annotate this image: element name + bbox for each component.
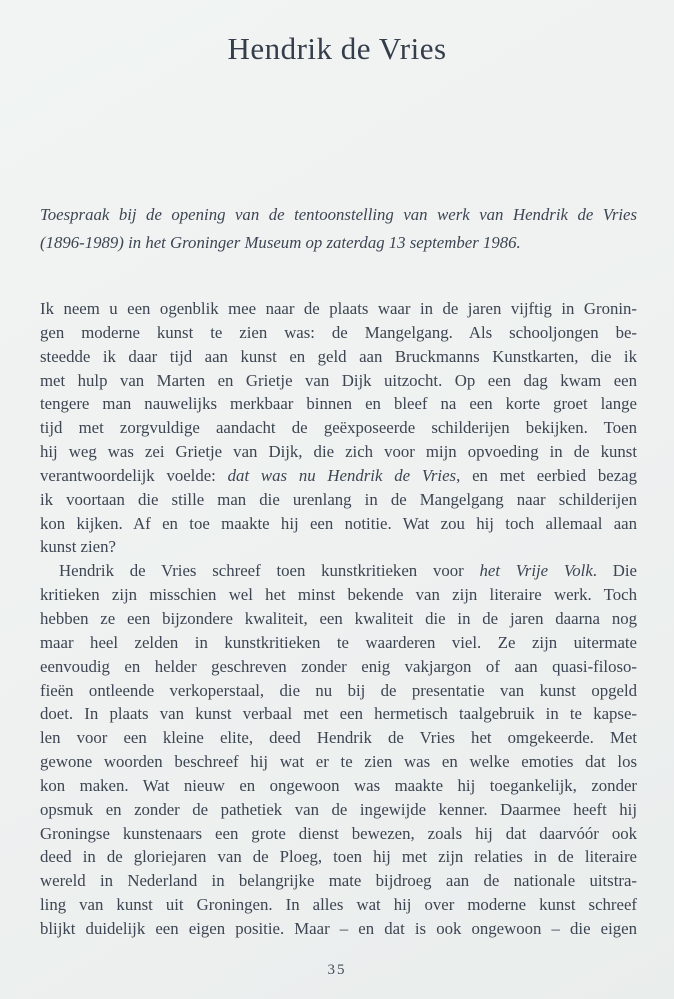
text-segment: gewone woorden beschreef hij wat er te zien was en welke emoties dat los (40, 752, 637, 772)
text-segment: hij weg was zei Grietje van Dijk, die zich voor mijn opvoeding in de kunst (40, 442, 637, 462)
text-segment: verantwoordelijk voelde: (40, 465, 228, 485)
text-line (40, 702, 637, 726)
epigraph (40, 201, 637, 257)
text-line (40, 869, 637, 893)
text-line (40, 464, 637, 488)
text-line (40, 607, 637, 631)
text-line (40, 392, 637, 416)
text-line (40, 679, 637, 703)
text-segment: steedde ik daar tijd aan kunst en geld aan Bruckmanns Kunstkarten, die ik (40, 346, 637, 366)
text-segment: . Die (592, 561, 637, 581)
text-segment: tengere man nauwelijks merkbaar binnen en bleef na een korte groet lange (40, 394, 637, 414)
text-line (40, 369, 637, 393)
page-title: Hendrik de Vries (227, 31, 447, 66)
text-line (40, 416, 637, 440)
text-line (40, 488, 637, 512)
text-line (40, 229, 637, 257)
text-segment: wereld in Nederland in belangrijke mate bijdroeg aan de nationale uitstra- (40, 871, 637, 891)
text-line (40, 345, 637, 369)
text-segment: maar heel zelden in kunstkritieken te waarderen viel. Ze zijn uitermate (40, 632, 637, 652)
italic-text-segment: het Vrije Volk (479, 561, 593, 581)
text-line (40, 774, 637, 798)
text-segment: doet. In plaats van kunst verbaal met een hermetisch taalgebruik in te kapse- (40, 704, 637, 724)
text-line (40, 297, 637, 321)
italic-text-segment: dat was nu Hendrik de Vries (227, 465, 457, 485)
text-line (40, 201, 637, 229)
text-line (40, 559, 637, 583)
text-segment: kunst zien? (40, 537, 116, 557)
text-segment: Groningse kunstenaars een grote dienst bewezen, zoals hij dat daarvóór ook (40, 823, 637, 843)
text-line (40, 535, 637, 559)
italic-text-segment: Toespraak bij de opening van de tentoonstelling van werk van Hendrik de Vries (40, 205, 637, 224)
text-line (40, 750, 637, 774)
body-text (40, 297, 637, 941)
text-segment: len voor een kleine elite, deed Hendrik de Vries het omgekeerde. Met (40, 728, 637, 748)
text-segment: Ik neem u een ogenblik mee naar de plaats waar in de jaren vijftig in Gronin- (40, 299, 637, 318)
text-line (40, 655, 637, 679)
text-segment: ik voortaan die stille man die urenlang in de Mangelgang naar schilderijen (40, 489, 637, 509)
text-segment: blijkt duidelijk een eigen positie. Maar – en dat is ook ongewoon – die eigen (40, 918, 637, 938)
text-line (40, 893, 637, 917)
text-segment: hebben ze een bijzondere kwaliteit, een kwaliteit die in de jaren daarna nog (40, 608, 637, 628)
text-segment: kon kijken. Af en toe maakte hij een notitie. Wat zou hij toch allemaal aan (40, 513, 637, 533)
text-segment: kritieken zijn misschien wel het minst bekende van zijn literaire werk. Toch (40, 585, 637, 605)
text-segment: tijd met zorgvuldige aandacht de geëxposeerde schilderijen bekijken. Toen (40, 418, 637, 438)
text-line (40, 726, 637, 750)
text-line (40, 583, 637, 607)
text-line (40, 512, 637, 536)
text-segment: gen moderne kunst te zien was: de Mangelgang. Als schooljongen be- (40, 322, 637, 342)
text-segment: eenvoudig en helder geschreven zonder enig vakjargon of aan quasi-filoso- (40, 656, 637, 676)
text-line (40, 917, 637, 941)
text-segment: ling van kunst uit Groningen. In alles wat hij over moderne kunst schreef (40, 895, 637, 915)
text-segment: fieën ontleende verkoperstaal, die nu bij de presentatie van kunst opgeld (40, 680, 637, 700)
text-line (40, 845, 637, 869)
text-line (40, 440, 637, 464)
text-segment: deed in de gloriejaren van de Ploeg, toen hij met zijn relaties in de literaire (40, 847, 637, 867)
text-line (40, 631, 637, 655)
text-segment: met hulp van Marten en Grietje van Dijk uitzocht. Op een dag kwam een (40, 370, 637, 390)
text-line (40, 822, 637, 846)
text-segment: kon maken. Wat nieuw en ongewoon was maakte hij toegankelijk, zonder (40, 775, 637, 795)
text-line (40, 798, 637, 822)
italic-text-segment: (1896-1989) in het Groninger Museum op zaterdag 13 september 1986. (40, 232, 521, 252)
text-segment: opsmuk en zonder de pathetiek van de ingewijde kenner. Daarmee heeft hij (40, 799, 637, 819)
text-segment: Hendrik de Vries schreef toen kunstkritieken voor (59, 561, 480, 581)
text-line (40, 321, 637, 345)
page-number: 35 (327, 962, 347, 978)
text-segment: , en met eerbied bezag (456, 465, 637, 485)
